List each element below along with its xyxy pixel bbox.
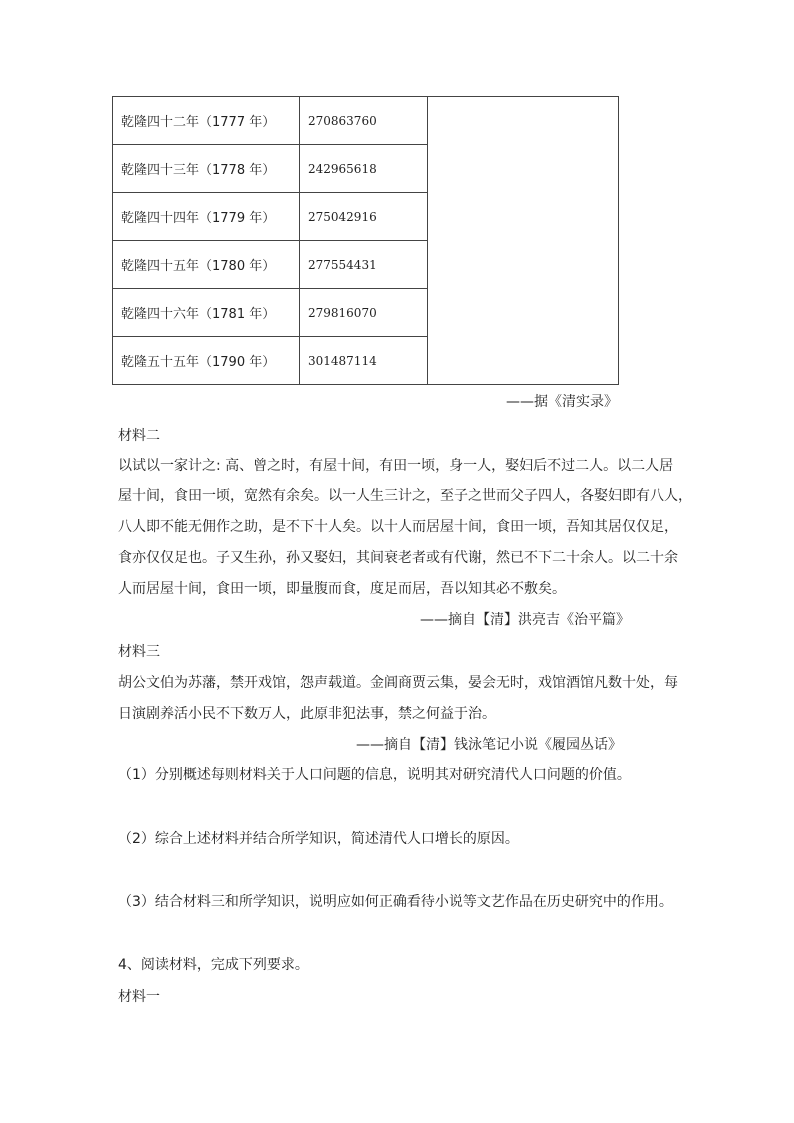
next-material-heading: 材料一 (118, 989, 160, 1005)
material-2-line: 屋十间，食田一顷，宽然有余矣。以一人生三计之，至子之世而父子四人，各娶妇即有八人， (118, 488, 692, 504)
population-cell: 277554431 (300, 241, 428, 289)
material-2-line: 以试以一家计之: 高、曾之时，有屋十间，有田一顷，身一人，娶妇后不过二人。以二人居 (118, 458, 674, 474)
year-cell: 乾隆四十六年（1781 年） (113, 289, 300, 337)
material-2-line: 八人即不能无佣作之助，是不下十人矣。以十人而居屋十间，食田一顷，吾知其居仅仅足， (118, 519, 678, 535)
table-source-citation: ——据《清实录》 (506, 394, 618, 410)
table-row (113, 97, 619, 145)
year-cell: 乾隆四十二年（1777 年） (113, 97, 300, 145)
material-2-heading: 材料二 (118, 428, 160, 444)
question-2: （2）综合上述材料并结合所学知识，简述清代人口增长的原因。 (118, 831, 519, 847)
question-3: （3）结合材料三和所学知识，说明应如何正确看待小说等文艺作品在历史研究中的作用。 (118, 894, 673, 910)
population-cell: 301487114 (300, 337, 428, 385)
year-cell: 乾隆四十四年（1779 年） (113, 193, 300, 241)
merged-empty-cell (428, 97, 619, 385)
material-2-line: 食亦仅仅足也。子又生孙，孙又娶妇，其间衰老者或有代谢，然已不下二十余人。以二十余 (118, 550, 678, 566)
population-table (112, 96, 619, 385)
material-2-line: 人而居屋十间，食田一顷，即量腹而食，度足而居，吾以知其必不敷矣。 (118, 581, 566, 597)
material-3-line: 胡公文伯为苏藩，禁开戏馆，怨声载道。金阊商贾云集，晏会无时，戏馆酒馆凡数十处，每 (118, 675, 678, 691)
year-cell: 乾隆五十五年（1790 年） (113, 337, 300, 385)
population-cell: 242965618 (300, 145, 428, 193)
question-1: （1）分别概述每则材料关于人口问题的信息，说明其对研究清代人口问题的价值。 (118, 767, 631, 783)
year-cell: 乾隆四十五年（1780 年） (113, 241, 300, 289)
next-question-title: 4、阅读材料，完成下列要求。 (118, 957, 309, 973)
material-3-line: 日演剧养活小民不下数万人，此原非犯法事，禁之何益于治。 (118, 706, 496, 722)
population-cell: 279816070 (300, 289, 428, 337)
material-3-heading: 材料三 (118, 644, 160, 660)
population-cell: 275042916 (300, 193, 428, 241)
material-3-source-citation: ——摘自【清】钱泳笔记小说《履园丛话》 (356, 737, 622, 753)
material-2-source-citation: ——摘自【清】洪亮吉《治平篇》 (420, 612, 630, 628)
year-cell: 乾隆四十三年（1778 年） (113, 145, 300, 193)
population-cell: 270863760 (300, 97, 428, 145)
